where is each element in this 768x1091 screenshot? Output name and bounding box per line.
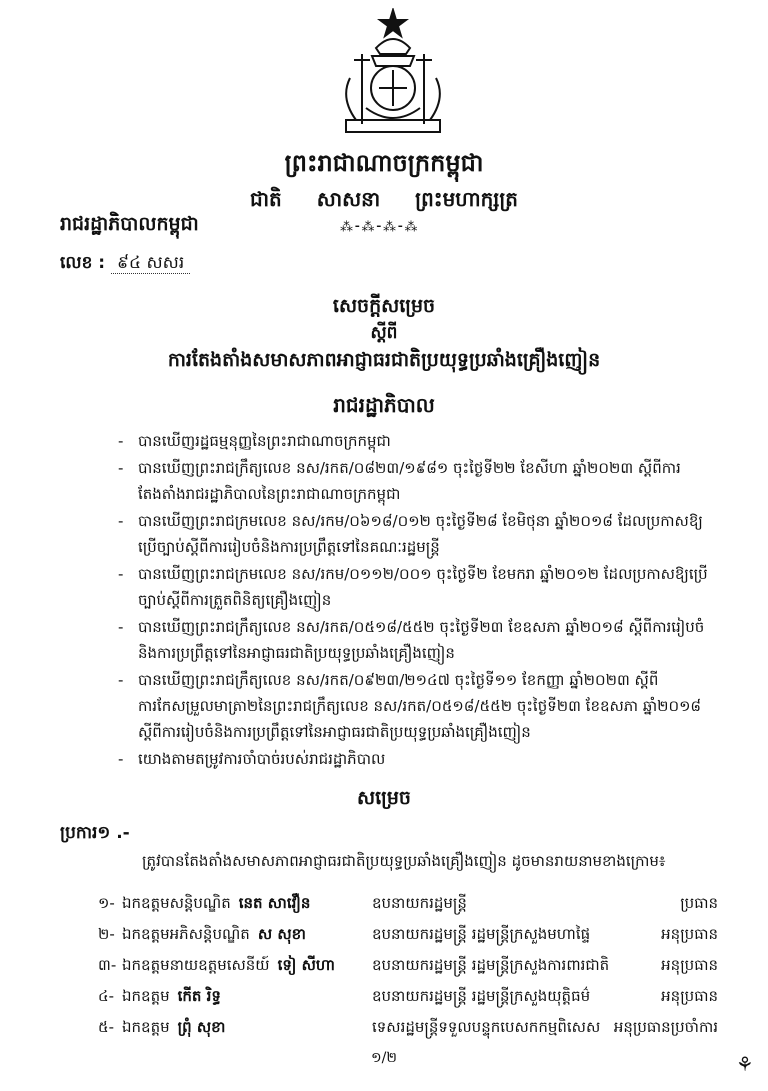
recital-item: - បានឃើញព្រះរាជក្រឹត្យលេខ នស/រកត/០៩២៣/២១៤៧ ចុះថ្ងៃទី១១ ខែកញ្ញា ឆ្នាំ២០២៣ ស្តីពីការកែសម្រួលមាត្រា២នៃព្រះរាជក្រឹត្យលេខ នស/រកត/០៥១៨/៥៥២ ចុះថ្ងៃទី២៣ ខែឧសភា ឆ្នាំ២០១៨ ស្តីពីការរៀបចំនិងការប្រព្រឹត្តទៅនៃអាជ្ញាធរជាតិប្រយុទ្ធប្រឆាំងគ្រឿងញៀន bbox=[118, 667, 718, 745]
member-row bbox=[98, 981, 718, 1012]
member-title-name bbox=[122, 888, 310, 919]
member-position: ឧបនាយករដ្ឋមន្ត្រី រដ្ឋមន្ត្រីក្រសួងមហាផ្ទៃ bbox=[372, 925, 591, 943]
member-number: ៣- bbox=[98, 956, 117, 974]
article-heading: ប្រការ១ .- bbox=[60, 823, 130, 843]
reference-number bbox=[60, 252, 190, 277]
member-title: ឯកឧត្តមសន្តិបណ្ឌិត bbox=[122, 894, 231, 912]
issuing-authority: រាជរដ្ឋាភិបាលកម្ពុជា bbox=[60, 213, 199, 235]
member-number: ២- bbox=[98, 925, 115, 943]
member-position: ទេសរដ្ឋមន្ត្រីទទួលបន្ទុកបេសកកម្មពិសេស bbox=[372, 1018, 601, 1036]
reference-label: លេខ : bbox=[60, 253, 106, 273]
recital-item: - បានឃើញរដ្ឋធម្មនុញ្ញនៃព្រះរាជាណាចក្រកម្ពុជា bbox=[118, 428, 718, 454]
member-position: ឧបនាយករដ្ឋមន្ត្រី bbox=[372, 894, 467, 912]
member-number: ៤- bbox=[98, 987, 115, 1005]
reference-value: ៩៤ សសរ bbox=[111, 253, 190, 274]
member-role: អនុប្រធានប្រចាំការ bbox=[613, 1018, 718, 1036]
recital-item: - បានឃើញព្រះរាជក្រឹត្យលេខ នស/រកត/០៨២៣/១៩៨១ ចុះថ្ងៃទី២២ ខែសីហា ឆ្នាំ២០២៣ ស្តីពីការតែងតាំងរាជរដ្ឋាភិបាលនៃព្រះរាជាណាចក្រកម្ពុជា bbox=[118, 455, 718, 507]
member-title: ឯកឧត្តមអភិសន្តិបណ្ឌិត bbox=[122, 925, 250, 943]
recital-item: - បានឃើញព្រះរាជក្រឹត្យលេខ នស/រកត/០៥១៨/៥៥២ ចុះថ្ងៃទី២៣ ខែឧសភា ឆ្នាំ២០១៨ ស្តីពីការរៀបចំនិងការប្រព្រឹត្តទៅនៃអាជ្ញាធរជាតិប្រយុទ្ធប្រឆាំងគ្រឿងញៀន bbox=[118, 614, 718, 666]
member-role: អនុប្រធាន bbox=[661, 956, 718, 974]
member-position: ឧបនាយករដ្ឋមន្ត្រី រដ្ឋមន្ត្រីក្រសួងយុត្តិធម៌ bbox=[372, 987, 591, 1005]
member-row bbox=[98, 919, 718, 950]
document-type: សេចក្តីសម្រេច bbox=[332, 295, 436, 317]
member-title-name bbox=[122, 919, 306, 950]
member-row bbox=[98, 950, 718, 981]
initial-mark: ⚘ bbox=[738, 1052, 752, 1076]
motto-king: ព្រះមហាក្សត្រ bbox=[415, 187, 518, 211]
member-name: ព្រុំ សុខា bbox=[177, 1018, 226, 1036]
about-label: ស្តីពី bbox=[370, 323, 398, 343]
recitals-list bbox=[118, 428, 718, 773]
member-title: ឯកឧត្តមនាយឧត្តមសេនីយ៍ bbox=[122, 956, 270, 974]
article-text: ត្រូវបានតែងតាំងសមាសភាពអាជ្ញាធរជាតិប្រយុទ្ធប្រឆាំងគ្រឿងញៀន ដូចមានរាយនាមខាងក្រោម៖ bbox=[142, 852, 666, 870]
kingdom-header: ព្រះរាជាណាចក្រកម្ពុជា bbox=[284, 149, 484, 177]
member-row bbox=[98, 888, 718, 919]
royal-government-heading: រាជរដ្ឋាភិបាល bbox=[333, 393, 435, 417]
page-indicator: ១/២ bbox=[371, 1050, 397, 1066]
motto-religion: សាសនា bbox=[316, 187, 381, 211]
member-name: នេត សាវឿន bbox=[238, 894, 311, 912]
member-role: ប្រធាន bbox=[680, 894, 718, 912]
member-title-name bbox=[122, 1012, 225, 1043]
members-list bbox=[98, 888, 718, 1043]
member-row bbox=[98, 1012, 718, 1043]
member-position: ឧបនាយករដ្ឋមន្ត្រី រដ្ឋមន្ត្រីក្រសួងការពារជាតិ bbox=[372, 956, 610, 974]
royal-emblem bbox=[332, 8, 454, 138]
motto-nation: ជាតិ bbox=[249, 187, 282, 211]
recital-item: - យោងតាមតម្រូវការចាំបាច់របស់រាជរដ្ឋាភិបាល bbox=[118, 746, 718, 772]
member-number: ១- bbox=[98, 894, 115, 912]
member-role: អនុប្រធាន bbox=[661, 925, 718, 943]
recital-item: - បានឃើញព្រះរាជក្រមលេខ នស/រកម/០៦១៨/០១២ ចុះថ្ងៃទី២៨ ខែមិថុនា ឆ្នាំ២០១៨ ដែលប្រកាសឱ្យប្រើច្បាប់ស្តីពីការរៀបចំនិងការប្រព្រឹត្តទៅនៃគណៈរដ្ឋមន្ត្រី bbox=[118, 508, 718, 560]
member-name: កើត រិទ្ធ bbox=[177, 987, 221, 1005]
member-title: ឯកឧត្តម bbox=[122, 987, 170, 1005]
recital-item: - បានឃើញព្រះរាជក្រមលេខ នស/រកម/០១១២/០០១ ចុះថ្ងៃទី២ ខែមករា ឆ្នាំ២០១២ ដែលប្រកាសឱ្យប្រើច្បាប់ស្តីពីការត្រួតពិនិត្យគ្រឿងញៀន bbox=[118, 561, 718, 613]
member-title-name bbox=[122, 981, 221, 1012]
member-name: ស សុខា bbox=[257, 925, 306, 943]
ornament-divider: ⁂⁃⁂⁃⁂⁃⁂ bbox=[340, 220, 419, 235]
member-name: ទៀ សីហា bbox=[277, 956, 335, 974]
member-number: ៥- bbox=[98, 1018, 115, 1036]
member-title: ឯកឧត្តម bbox=[122, 1018, 170, 1036]
decides-heading: សម្រេច bbox=[357, 787, 411, 809]
member-title-name bbox=[122, 950, 335, 981]
document-subject: ការតែងតាំងសមាសភាពអាជ្ញាធរជាតិប្រយុទ្ធប្រឆាំងគ្រឿងញៀន bbox=[167, 349, 601, 371]
member-role: អនុប្រធាន bbox=[661, 987, 718, 1005]
